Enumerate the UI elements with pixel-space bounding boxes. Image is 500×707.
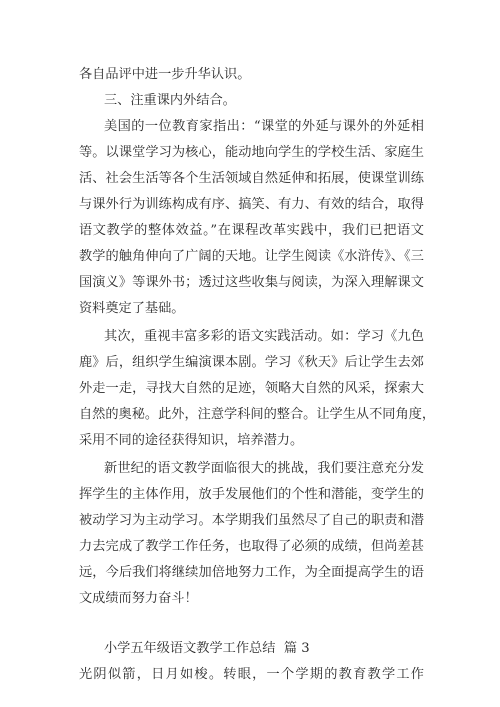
paragraph-line: 采用不同的途径获得知识，培养潜力。 [79, 433, 304, 448]
paragraph-line: 教学的触角伸向了广阔的天地。让学生阅读《水浒传》、《三 [79, 249, 424, 264]
paragraph-line: 等。以课堂学习为核心，能动地向学生的学校生活、家庭生 [79, 145, 424, 160]
paragraph-line: 鹿》后，组织学生编演课本剧。学习《秋天》后让学生去郊 [79, 355, 424, 370]
paragraph-line: 外走一走，寻找大自然的足迹，领略大自然的风采，探索大 [79, 381, 424, 396]
article-title: 小学五年级语文教学工作总结 篇 3 [104, 641, 310, 656]
paragraph-line: 活、社会生活等各个生活领域自然延伸和拓展，使课堂训练 [79, 171, 424, 186]
paragraph-line: 被动学习为主动学习。本学期我们虽然尽了自己的职责和潜 [79, 513, 424, 528]
paragraph-line: 其次，重视丰富多彩的语文实践活动。如：学习《九色 [104, 329, 424, 344]
paragraph-line: 力去完成了教学工作任务，也取得了必须的成绩，但尚差甚 [79, 539, 424, 554]
section-heading: 三、注重课内外结合。 [104, 93, 236, 108]
paragraph-line: 各自品评中进一步升华认识。 [79, 67, 251, 82]
paragraph-line: 国演义》等课外书；透过这些收集与阅读，为深入理解课文 [79, 275, 424, 290]
paragraph-line: 新世纪的语文教学面临很大的挑战，我们要注意充分发 [104, 461, 424, 476]
paragraph-line: 语文教学的整体效益。”在课程改革实践中，我们已把语文 [79, 223, 424, 238]
paragraph-line: 远，今后我们将继续加倍地努力工作，为全面提高学生的语 [79, 565, 424, 580]
paragraph-line: 与课外行为训练构成有序、搞笑、有力、有效的结合，取得 [79, 197, 424, 212]
paragraph-line: 资料奠定了基础。 [79, 301, 185, 316]
paragraph-line: 挥学生的主体作用，放手发展他们的个性和潜能，变学生的 [79, 487, 424, 502]
paragraph-line: 文成绩而努力奋斗！ [79, 591, 198, 606]
paragraph-line: 美国的一位教育家指出：“课堂的外延与课外的外延相 [104, 119, 424, 134]
paragraph-line: 自然的奥秘。此外，注意学科间的整合。让学生从不同角度， [79, 407, 436, 422]
paragraph-line: 光阴似箭，日月如梭。转眼，一个学期的教育教学工作 [79, 667, 424, 682]
